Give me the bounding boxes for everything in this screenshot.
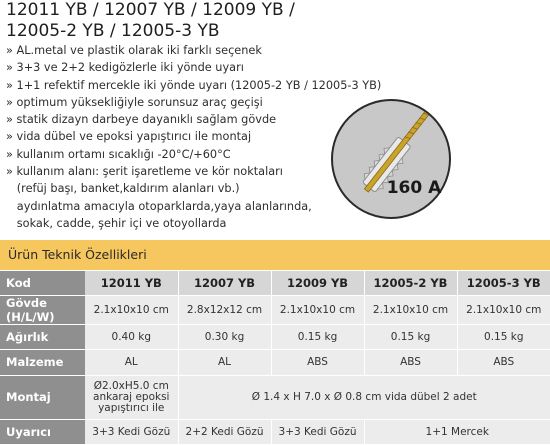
column-header: 12005-2 YB	[364, 271, 457, 295]
table-cell: 1+1 Mercek	[364, 419, 550, 444]
column-header: 12009 YB	[271, 271, 364, 295]
table-cell: 0.40 kg	[85, 324, 178, 349]
feature-item: » statik dizayn darbeye dayanıklı sağlam gövde	[6, 113, 277, 127]
table-cell: Ø 1.4 x H 7.0 x Ø 0.8 cm vida dübel 2 adet	[178, 375, 550, 419]
table-cell: 2+2 Kedi Gözü	[178, 419, 271, 444]
table-cell: ABS	[271, 349, 364, 375]
badge-label: 160 A	[386, 178, 442, 198]
row-label: Gövde (H/L/W)	[0, 295, 85, 324]
table-row	[0, 419, 550, 444]
table-cell: AL	[85, 349, 178, 375]
table-cell: 0.15 kg	[364, 324, 457, 349]
row-label: Ağırlık	[0, 324, 85, 349]
product-title-line-1: 12011 YB / 12007 YB / 12009 YB /	[6, 0, 295, 20]
table-cell: 3+3 Kedi Gözü	[85, 419, 178, 444]
table-cell: ABS	[457, 349, 550, 375]
table-cell: 0.30 kg	[178, 324, 271, 349]
spec-table	[0, 271, 550, 445]
product-title	[6, 0, 336, 42]
table-row	[0, 324, 550, 349]
row-label: Montaj	[0, 375, 85, 419]
row-label: Kod	[0, 271, 85, 295]
feature-item: » AL.metal ve plastik olarak iki farklı seçenek	[6, 44, 262, 57]
table-cell: 0.15 kg	[457, 324, 550, 349]
table-row	[0, 349, 550, 375]
feature-item: (refüj başı, banket,kaldırım alanları vb.)	[6, 182, 240, 196]
feature-item: aydınlatma amacıyla otoparklarda,yaya alanlarında,	[6, 199, 312, 213]
feature-item: » kullanım alanı: şerit işaretleme ve kör noktaları	[6, 165, 283, 179]
column-header: 12007 YB	[178, 271, 271, 295]
feature-item: » optimum yüksekliğiyle sorunsuz araç geçişi	[6, 95, 263, 109]
table-cell: 2.1x10x10 cm	[85, 295, 178, 324]
table-header-row	[0, 271, 550, 295]
column-header: 12011 YB	[85, 271, 178, 295]
table-cell: AL	[178, 349, 271, 375]
table-cell: ABS	[364, 349, 457, 375]
table-cell: 3+3 Kedi Gözü	[271, 419, 364, 444]
column-header: 12005-3 YB	[457, 271, 550, 295]
feature-item: » 1+1 refektif mercekle iki yönde uyarı (12005-2 YB / 12005-3 YB)	[6, 78, 382, 92]
section-title: Ürün Teknik Özellikleri	[8, 247, 147, 262]
table-cell: 0.15 kg	[271, 324, 364, 349]
table-cell: 2.1x10x10 cm	[271, 295, 364, 324]
row-label: Uyarıcı	[0, 419, 85, 444]
table-cell: 2.1x10x10 cm	[364, 295, 457, 324]
feature-list	[6, 42, 382, 232]
table-row	[0, 375, 550, 419]
table-cell: Ø2.0xH5.0 cm ankaraj epoksi yapıştırıcı ile	[85, 375, 178, 419]
table-cell: 2.1x10x10 cm	[457, 295, 550, 324]
table-cell: 2.8x12x12 cm	[178, 295, 271, 324]
row-label: Malzeme	[0, 349, 85, 375]
feature-item: » vida dübel ve epoksi yapıştırıcı ile montaj	[6, 130, 252, 144]
screw-and-dowel-icon	[330, 98, 452, 220]
feature-item: » 3+3 ve 2+2 kedigözlerle iki yönde uyarı	[6, 61, 244, 75]
section-header	[0, 240, 550, 270]
feature-item: sokak, cadde, şehir içi ve otoyollarda	[6, 216, 227, 230]
product-title-line-2: 12005-2 YB / 12005-3 YB	[6, 21, 220, 41]
feature-item: » kullanım ortamı sıcaklığı -20°C/+60°C	[6, 147, 231, 161]
table-row	[0, 295, 550, 324]
product-badge	[330, 98, 452, 220]
